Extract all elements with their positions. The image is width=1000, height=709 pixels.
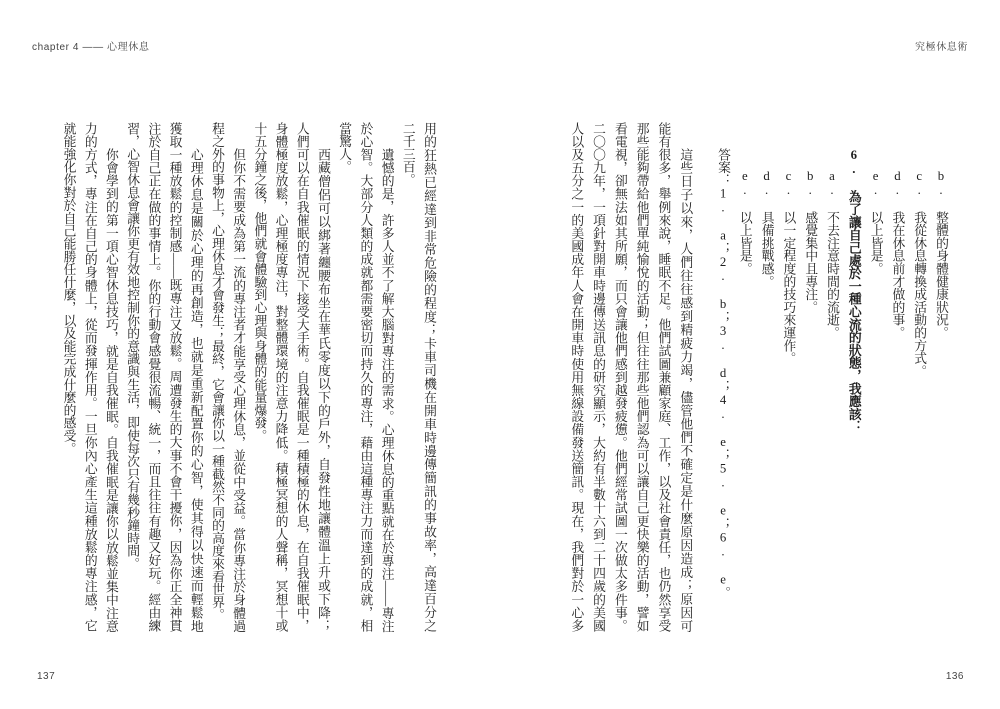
quiz-option-c: c. 我從休息轉換成活動的方式。 xyxy=(912,169,927,378)
text-line: 程之外的事物上，心理休息才會發生；最終，它會讓你以一種截然不同的高度來看世界。 xyxy=(209,122,224,622)
running-head-chapter: chapter 4 —— 心理休息 xyxy=(32,42,150,53)
page-136-body xyxy=(564,122,951,632)
question-6-option-e: e. 以上皆是。 xyxy=(737,169,752,276)
quiz-answer-key: 答案：1. a；2. b；3. d；4. e；5. e；6. e。 xyxy=(716,147,731,599)
text-line: 當驚人。 xyxy=(337,122,352,174)
quiz-option-e: e. 以上皆是。 xyxy=(868,169,883,276)
text-line: 用的狂熱已經達到非常危險的程度；卡車司機在開車時邊傳簡訊的事故率，高達百分之 xyxy=(422,122,436,632)
text-line: 二〇〇九年，一項針對開車時邊傳送訊息的研究顯示，大約有半數十六到二十四歲的美國 xyxy=(591,122,606,632)
text-line: 注於自己正在做的事情上。你的行動會感覺很流暢、統一，而且往往有趣又好玩。經由練 xyxy=(146,122,161,632)
question-6-option-c: c. 以一定程度的技巧來運作。 xyxy=(781,169,796,365)
page-number-right: 136 xyxy=(945,671,964,682)
question-6-option-a: a. 不去注意時間的流逝。 xyxy=(825,169,840,340)
text-line: 心理休息是關於心理的再創造，也就是重新配置你的心智，使其得以快速而輕鬆地 xyxy=(188,147,203,632)
text-line: 但你不需要成為第一流的專注者才能享受心理休息，並從中受益。當你專注於身體過 xyxy=(231,147,246,632)
text-line: 於心智。大部分人類的成就都需要密切而持久的專注，藉由這種專注力而達到的成就，相 xyxy=(358,122,373,632)
text-line: 十五分鐘之後，他們就會體驗到心理與身體的能量爆發。 xyxy=(252,122,267,442)
text-line: 看電視，卻無法如其所願，而只會讓他們感到越發疲憊。他們經常試圖一次做太多件事。 xyxy=(612,122,627,632)
text-line: 就能強化你對於自己能勝任什麼，以及能完成什麼的感受。 xyxy=(61,122,76,455)
quiz-question-6: 6. 為了讓自己處於一種心流的狀態，我應該： xyxy=(846,147,861,433)
text-line: 能有很多，舉例來說，睡眠不足。他們試圖兼顧家庭、工作，以及社會責任，也仍然享受 xyxy=(656,122,671,632)
quiz-option-d: d. 我在休息前才做的事。 xyxy=(890,169,905,340)
text-line: 那些能夠帶給他們單純愉悅的活動；但往往那些他們認為可以讓自己更快樂的活動，譬如 xyxy=(634,122,649,632)
page-number-left: 137 xyxy=(37,671,56,682)
running-head-book-title: 究極休息術 xyxy=(915,42,968,53)
text-line: 遺憾的是，許多人並不了解大腦對專注的需求。心理休息的重點就在於專注——專注 xyxy=(379,147,394,632)
quiz-option-b: b. 整體的身體健康狀況。 xyxy=(934,169,948,340)
question-6-option-d: d. 具備挑戰感。 xyxy=(759,169,774,289)
text-line: 西藏僧侶可以綁著纏腰布坐在華氏零度以下的戶外，自發性地讓體溫上升或下降； xyxy=(315,147,330,632)
text-line: 獲取一種放鬆的控制感——既專注又放鬆。周遭發生的大事不會干擾你，因為你正全神貫 xyxy=(167,122,182,632)
text-line: 身體極度放鬆，心理極度專注，對整體環境的注意力降低。積極冥想的人聲稱，冥想十或 xyxy=(273,122,288,632)
text-line: 人以及五分之一的美國成年人會在開車時使用無線設備發送簡訊。現在，我們對於一心多 xyxy=(569,122,584,632)
text-line: 這些日子以來，人們往往感到精疲力竭，儘管他們不確定是什麼原因造成；原因可 xyxy=(678,147,693,632)
text-line: 人們可以在自我催眠的情況下接受大手術。自我催眠是一種積極的休息，在自我催眠中， xyxy=(294,122,309,632)
text-line: 二千三百。 xyxy=(400,122,415,186)
question-6-option-b: b. 感覺集中且專注。 xyxy=(803,169,818,314)
text-line: 力的方式，專注在自己的身體上，從而發揮作用。一旦你內心產生這種放鬆的專注感，它 xyxy=(82,122,97,632)
text-line: 習，心智休息會讓你更有效地控制你的意識與生活，即使每次只有幾秒鐘時間。 xyxy=(125,122,140,570)
page-137-body xyxy=(57,122,439,632)
text-line: 你會學到的第一項心智休息技巧，就是自我催眠。自我催眠是讓你以放鬆並集中注意 xyxy=(103,147,118,632)
